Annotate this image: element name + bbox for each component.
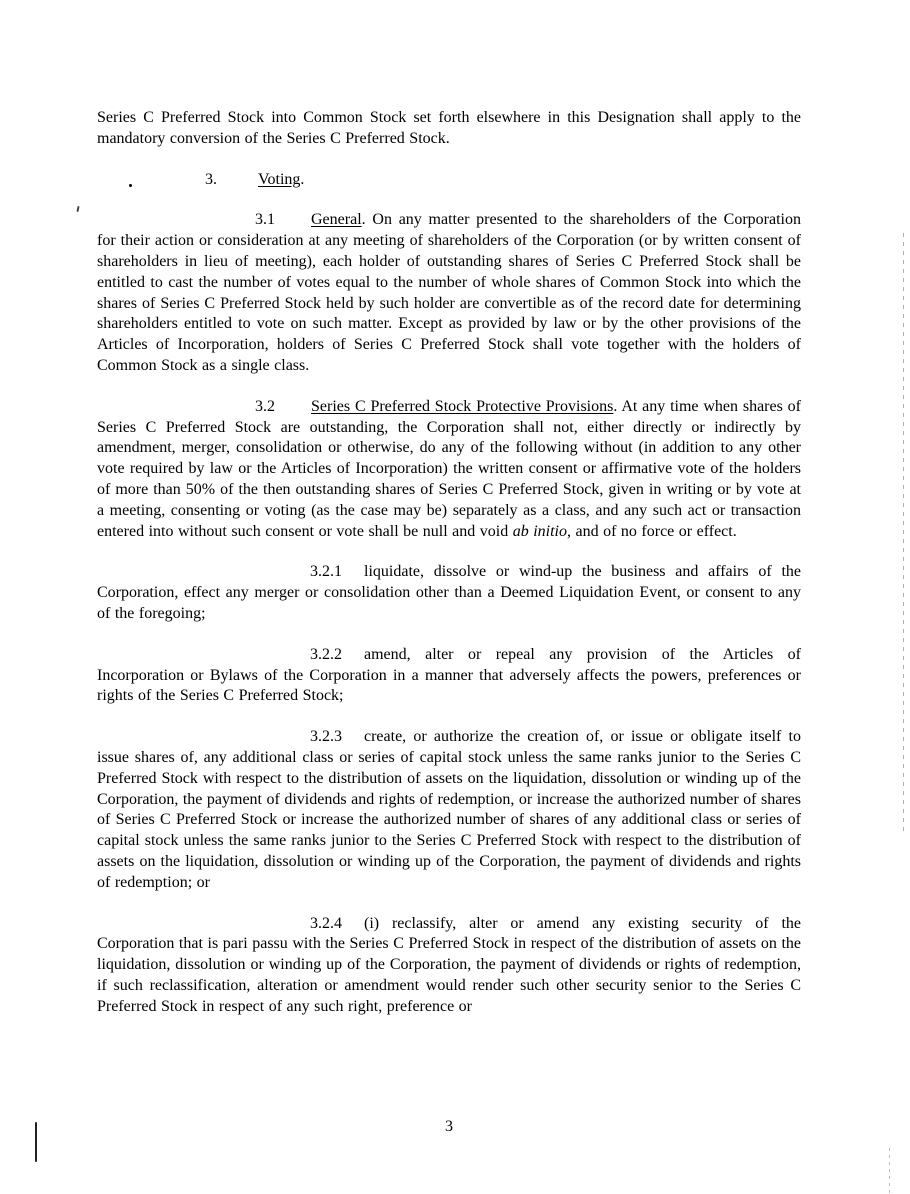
continuation-paragraph xyxy=(97,108,801,150)
text-run: 3.2.3 xyxy=(310,728,342,746)
text-run: 3. xyxy=(205,170,217,188)
text-run: (i) reclassify, alter or amend any existing security of the Corporation that is pari passu with the Series C Preferred Stock in respect of the distribution of assets on the liquidation, dissolution or winding up of the Corporation, the payment of dividends or rights of redemption, if such reclassification, alteration or amendment would render such other security senior to the Series C Preferred Stock in respect of any such right, preference or xyxy=(97,914,801,1015)
section-3-2-1-paragraph xyxy=(97,562,801,624)
section-3-heading xyxy=(97,170,801,191)
scan-artifact-bottom-right-line xyxy=(889,1148,890,1194)
document-body xyxy=(97,108,801,1017)
scan-artifact-bottom-left-line xyxy=(35,1122,37,1162)
text-run: 3.2.2 xyxy=(310,645,342,663)
section-3-2-2-paragraph xyxy=(97,645,801,707)
scan-artifact-right-edge-line xyxy=(903,233,904,835)
text-run: 3.1 xyxy=(255,211,275,229)
underlined-text: Series C Preferred Stock Protective Provisions xyxy=(311,397,614,415)
underlined-text: General xyxy=(311,211,362,229)
underlined-text: Voting xyxy=(258,170,301,188)
section-3-2-4-paragraph xyxy=(97,914,801,1018)
section-3-2-3-paragraph xyxy=(97,727,801,893)
text-run: 3.2 xyxy=(255,397,275,415)
text-run: amend, alter or repeal any provision of the Articles of Incorporation or Bylaws of the Corporation in a manner that adversely affects the powers, preferences or rights of the Series C Preferred Stock; xyxy=(97,645,801,705)
page-number: 3 xyxy=(445,1118,453,1135)
section-3-1-paragraph xyxy=(97,210,801,376)
text-run: , and of no force or effect. xyxy=(566,522,737,540)
italic-text: ab initio xyxy=(512,522,567,540)
scan-artifact-tick xyxy=(76,206,79,212)
text-run: Series C Preferred Stock into Common Stock set forth elsewhere in this Designation shall apply to the mandatory conversion of the Series C Preferred Stock. xyxy=(97,109,801,147)
text-run: 3.2.1 xyxy=(310,563,342,581)
text-run: . At any time when shares of Series C Preferred Stock are outstanding, the Corporation shall not, either directly or indirectly by amendment, merger, consolidation or otherwise, do any of the following without (in addition to any other vote required by law or the Articles of Incorporation) the written consent or affirmative vote of the holders of more than 50% of the then outstanding shares of Series C Preferred Stock, given in writing or by vote at a meeting, consenting or voting (as the case may be) separately as a class, and any such act or transaction entered into without such consent or vote shall be null and void xyxy=(97,397,802,540)
text-run: create, or authorize the creation of, or issue or obligate itself to issue shares of, any additional class or series of capital stock unless the same ranks junior to the Series C Preferred Stock with respect to the distribution of assets on the liquidation, dissolution or winding up of the Corporation, the payment of dividends and rights of redemption, or increase the authorized number of shares of Series C Preferred Stock or increase the authorized number of shares of any additional class or series of capital stock unless the same ranks junior to the Series C Preferred Stock with respect to the distribution of assets on the liquidation, dissolution or winding up of the Corporation, the payment of dividends and rights of redemption; or xyxy=(97,728,801,891)
text-run: liquidate, dissolve or wind-up the business and affairs of the Corporation, effect any merger or consolidation other than a Deemed Liquidation Event, or consent to any of the foregoing; xyxy=(97,563,801,622)
section-3-2-paragraph xyxy=(97,397,801,543)
text-run: 3.2.4 xyxy=(310,914,342,932)
text-run: . xyxy=(300,170,305,188)
text-run: . On any matter presented to the shareholders of the Corporation for their action or consideration at any meeting of shareholders of the Corporation (or by written consent of shareholders in lieu of meeting), each holder of outstanding shares of Series C Preferred Stock shall be entitled to cast the number of votes equal to the number of whole shares of Common Stock into which the shares of Series C Preferred Stock held by such holder are convertible as of the record date for determining shareholders entitled to vote on such matter. Except as provided by law or by the other provisions of the Articles of Incorporation, holders of Series C Preferred Stock shall vote together with the holders of Common Stock as a single class. xyxy=(97,211,801,374)
